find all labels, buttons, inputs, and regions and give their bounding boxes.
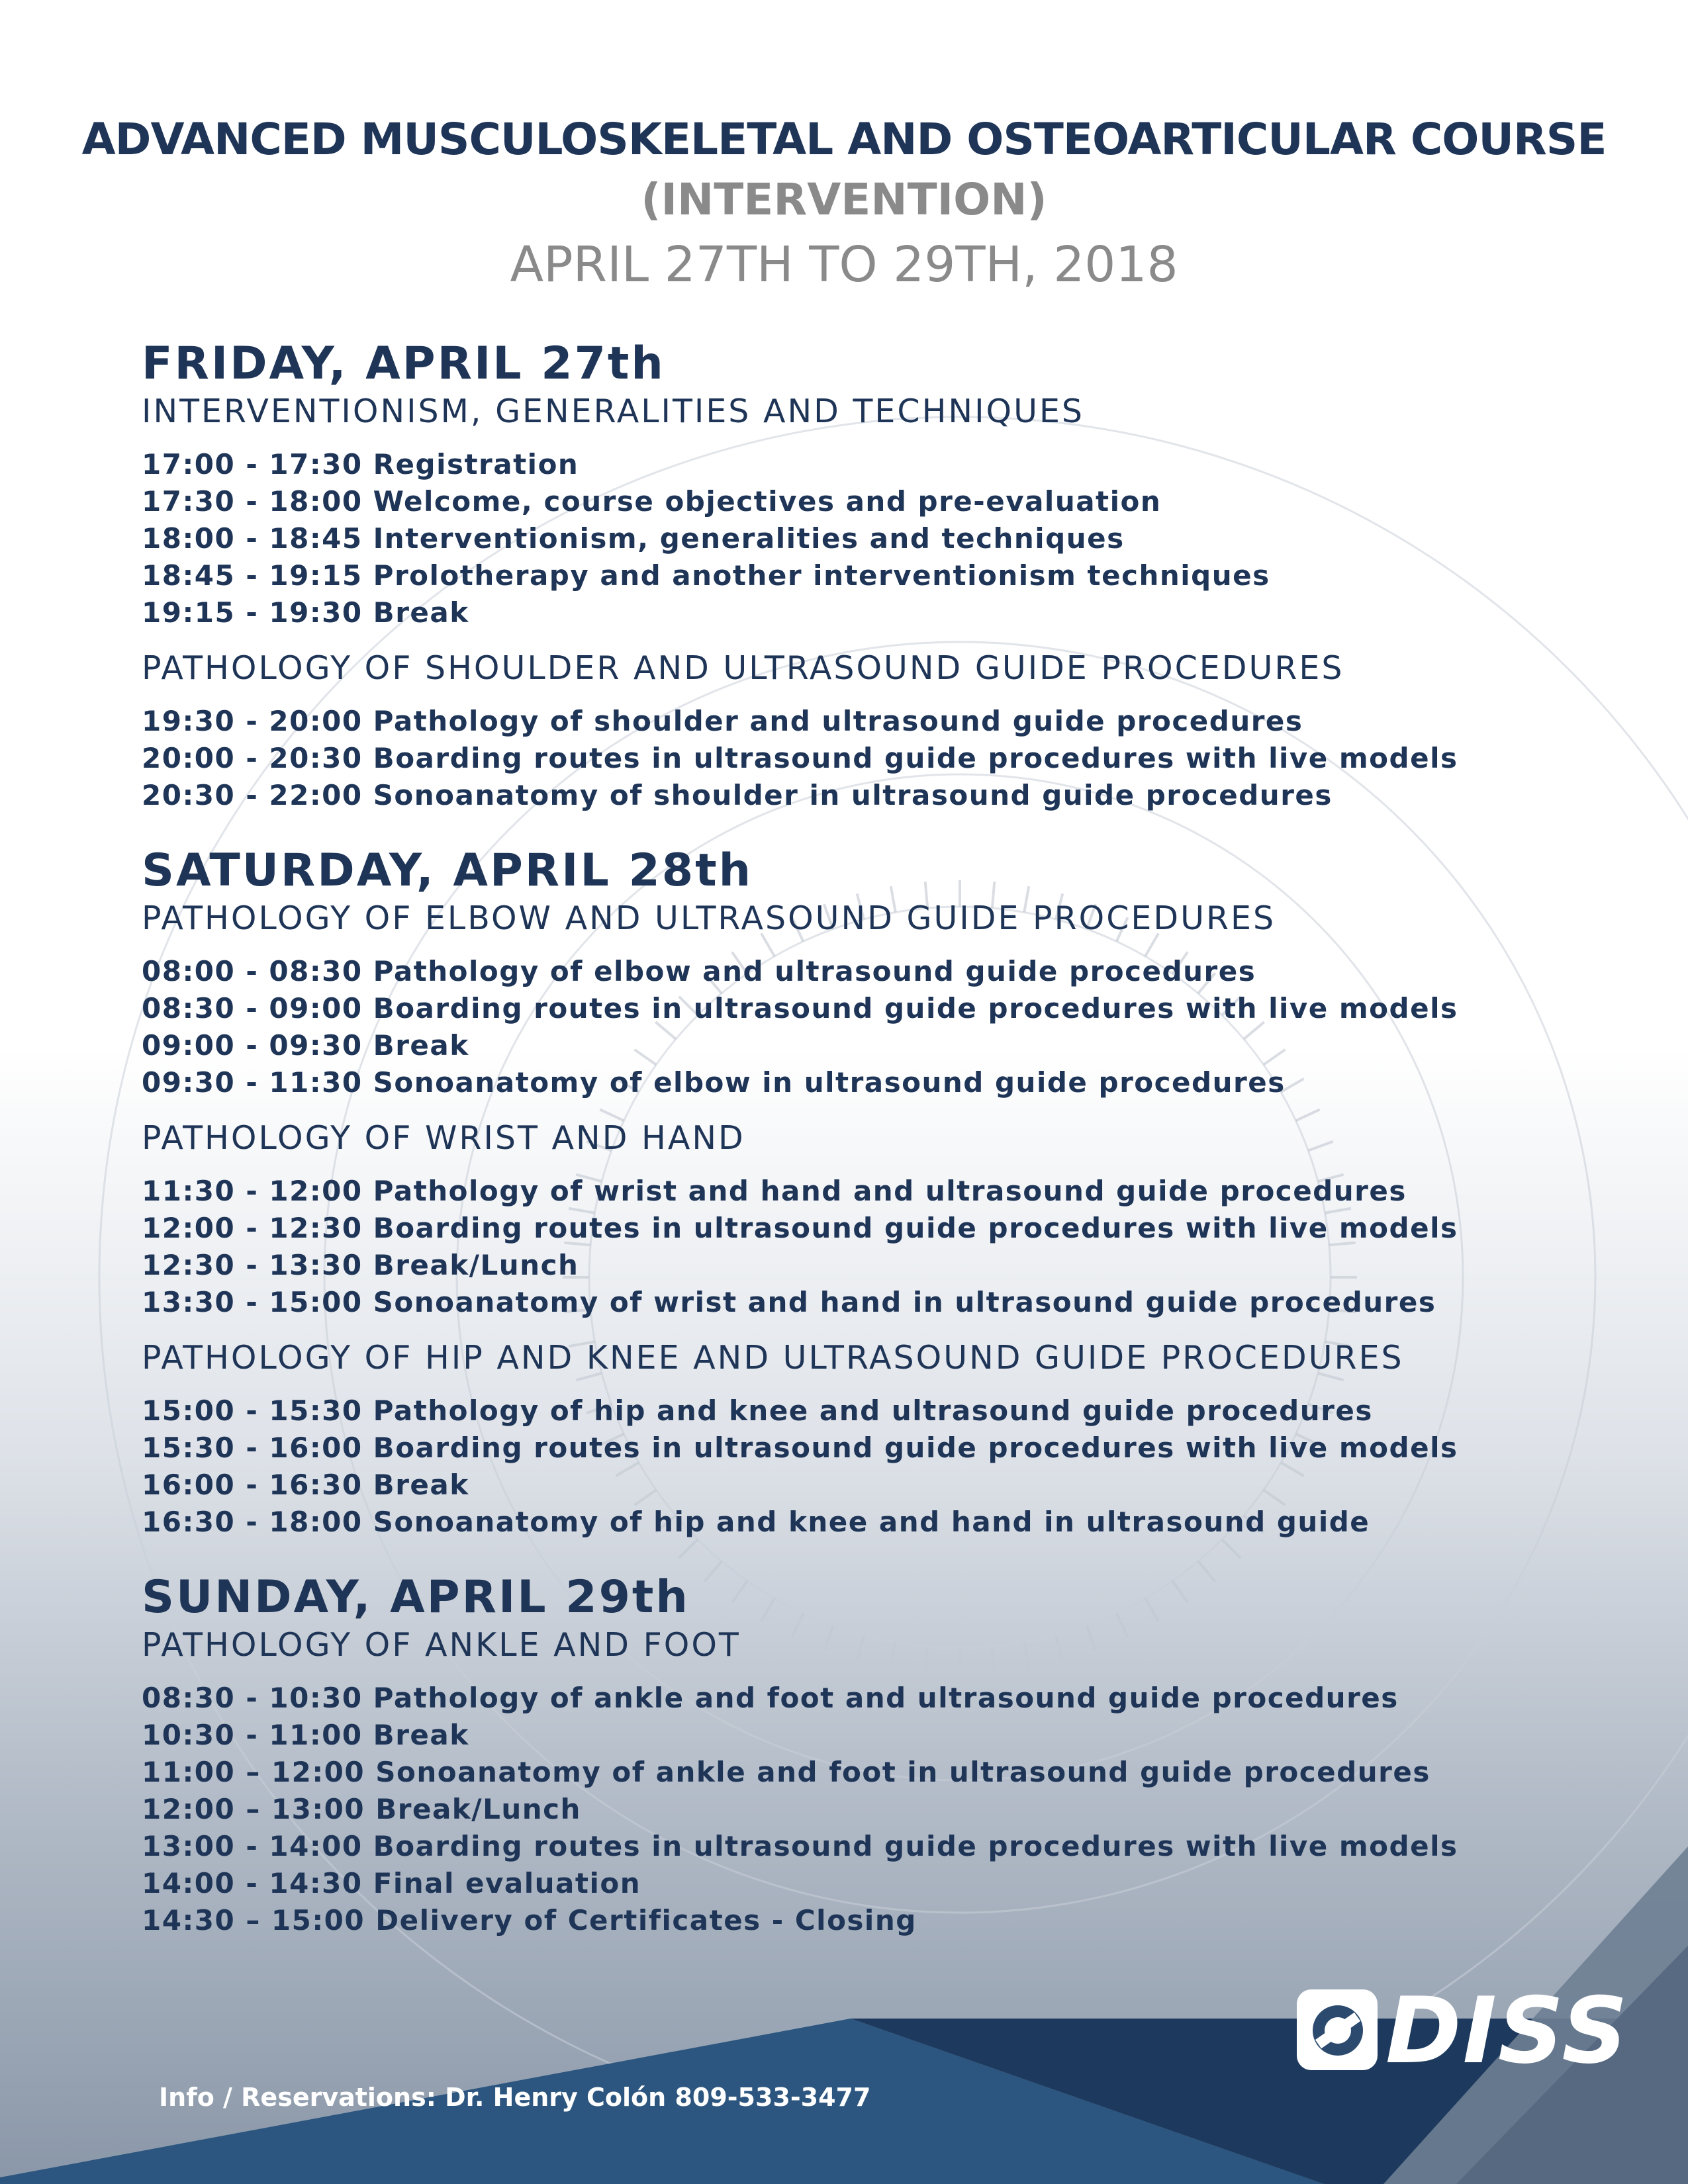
schedule-item: 14:30 – 15:00 Delivery of Certificates - Closing: [142, 1904, 917, 1936]
day-block-saturday: [142, 844, 1558, 1541]
schedule-item: 09:30 - 11:30 Sonoanatomy of elbow in ultrasound guide procedures: [142, 1066, 1286, 1099]
schedule: [142, 338, 1558, 1939]
schedule-item: 14:00 - 14:30 Final evaluation: [142, 1867, 641, 1899]
day-block-sunday: [142, 1571, 1558, 1939]
diss-logo: [1294, 1978, 1629, 2084]
schedule-item: 12:00 - 12:30 Boarding routes in ultrasound guide procedures with live models: [142, 1212, 1458, 1244]
schedule-item: 16:00 - 16:30 Break: [142, 1469, 469, 1501]
section-title: INTERVENTIONISM, GENERALITIES AND TECHNIQUES: [142, 392, 1085, 430]
schedule-item: 19:15 - 19:30 Break: [142, 596, 469, 629]
schedule-item: 11:00 – 12:00 Sonoanatomy of ankle and foot in ultrasound guide procedures: [142, 1756, 1430, 1788]
reservation-info: Info / Reservations: Dr. Henry Colón 809-533-3477: [159, 2083, 871, 2112]
schedule-item: 09:00 - 09:30 Break: [142, 1029, 469, 1062]
schedule-item: 10:30 - 11:00 Break: [142, 1719, 469, 1751]
schedule-item: 17:30 - 18:00 Welcome, course objectives and pre-evaluation: [142, 485, 1162, 518]
schedule-item: 18:00 - 18:45 Interventionism, generalities and techniques: [142, 522, 1125, 555]
section-title: PATHOLOGY OF ANKLE AND FOOT: [142, 1626, 741, 1664]
section-title: PATHOLOGY OF SHOULDER AND ULTRASOUND GUIDE PROCEDURES: [142, 649, 1344, 687]
section-title: PATHOLOGY OF WRIST AND HAND: [142, 1119, 745, 1157]
day-title: SATURDAY, APRIL 28th: [142, 844, 753, 897]
day-title: SUNDAY, APRIL 29th: [142, 1571, 690, 1623]
section-title: PATHOLOGY OF ELBOW AND ULTRASOUND GUIDE PROCEDURES: [142, 899, 1276, 937]
schedule-item: 18:45 - 19:15 Prolotherapy and another interventionism techniques: [142, 559, 1270, 592]
day-block-friday: [142, 338, 1558, 814]
schedule-item: 08:30 - 10:30 Pathology of ankle and foot and ultrasound guide procedures: [142, 1682, 1399, 1714]
schedule-item: 19:30 - 20:00 Pathology of shoulder and ultrasound guide procedures: [142, 705, 1303, 737]
schedule-item: 17:00 - 17:30 Registration: [142, 448, 579, 480]
section-title: PATHOLOGY OF HIP AND KNEE AND ULTRASOUND GUIDE PROCEDURES: [142, 1339, 1404, 1377]
course-title: ADVANCED MUSCULOSKELETAL AND OSTEOARTICULAR COURSE: [81, 114, 1607, 165]
schedule-item: 20:00 - 20:30 Boarding routes in ultrasound guide procedures with live models: [142, 742, 1458, 774]
course-subtitle: (INTERVENTION): [641, 174, 1047, 225]
diss-logo-text: DISS: [1385, 1978, 1629, 2084]
schedule-item: 15:30 - 16:00 Boarding routes in ultrasound guide procedures with live models: [142, 1432, 1458, 1464]
schedule-item: 08:30 - 09:00 Boarding routes in ultrasound guide procedures with live models: [142, 992, 1458, 1024]
schedule-item: 15:00 - 15:30 Pathology of hip and knee and ultrasound guide procedures: [142, 1394, 1373, 1427]
schedule-item: 13:00 - 14:00 Boarding routes in ultrasound guide procedures with live models: [142, 1830, 1458, 1862]
schedule-item: 08:00 - 08:30 Pathology of elbow and ultrasound guide procedures: [142, 955, 1256, 987]
schedule-item: 16:30 - 18:00 Sonoanatomy of hip and knee and hand in ultrasound guide: [142, 1506, 1370, 1538]
schedule-item: 20:30 - 22:00 Sonoanatomy of shoulder in ultrasound guide procedures: [142, 779, 1333, 811]
course-header: [0, 111, 1688, 298]
schedule-item: 12:30 - 13:30 Break/Lunch: [142, 1249, 579, 1281]
schedule-item: 11:30 - 12:00 Pathology of wrist and hand and ultrasound guide procedures: [142, 1175, 1407, 1207]
schedule-item: 12:00 – 13:00 Break/Lunch: [142, 1793, 581, 1825]
diss-logo-icon: [1294, 1987, 1380, 2073]
schedule-item: 13:30 - 15:00 Sonoanatomy of wrist and hand in ultrasound guide procedures: [142, 1286, 1436, 1318]
course-dates: APRIL 27TH TO 29TH, 2018: [510, 236, 1178, 293]
day-title: FRIDAY, APRIL 27th: [142, 338, 665, 390]
